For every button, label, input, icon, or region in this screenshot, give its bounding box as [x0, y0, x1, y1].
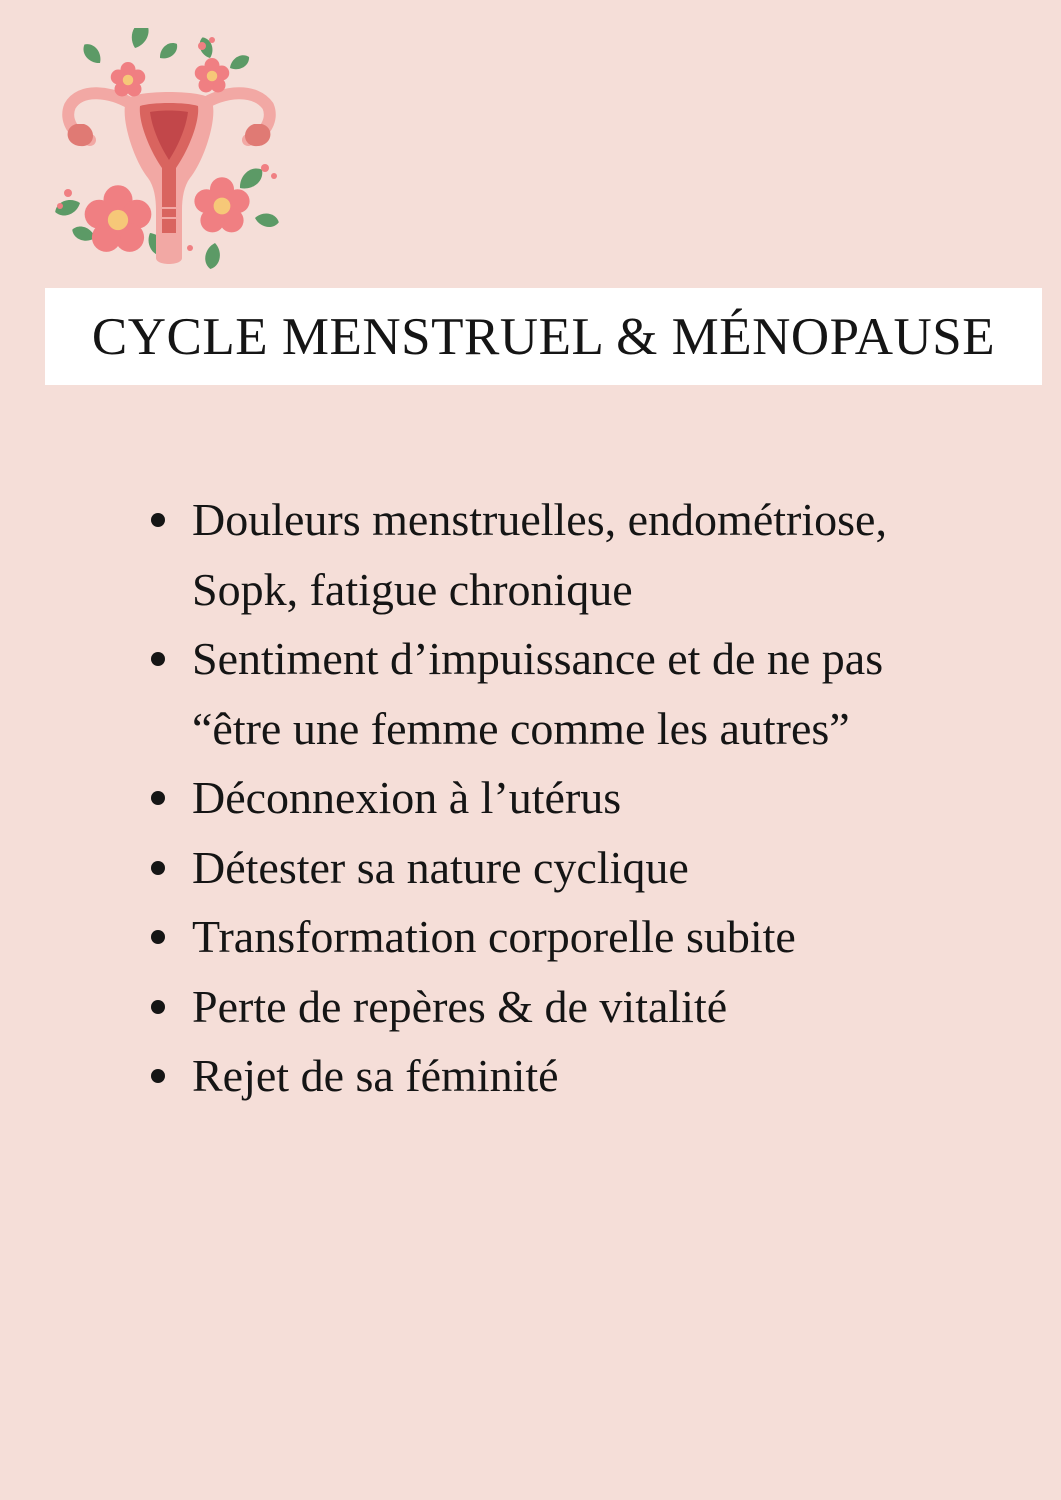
bullet-icon [151, 791, 165, 805]
bullet-icon [151, 513, 165, 527]
page-title: CYCLE MENSTRUEL & MÉNOPAUSE [91, 307, 996, 366]
list-item-text: Transformation corporelle subite [192, 911, 796, 962]
title-banner [45, 288, 1042, 385]
list-item-text: Perte de repères & de vitalité [192, 980, 728, 1032]
bullet-icon [151, 930, 165, 944]
symptom-list [142, 485, 972, 1111]
list-item [142, 763, 972, 833]
list-item [142, 833, 972, 903]
list-item [142, 624, 972, 763]
bullet-icon [151, 652, 165, 666]
list-item-text: Rejet de sa féminité [192, 1050, 559, 1101]
list-item [142, 485, 972, 624]
bullet-icon [151, 1069, 165, 1083]
bullet-icon [151, 861, 165, 875]
list-item-text: Détester sa nature cyclique [192, 841, 689, 893]
list-item [142, 902, 972, 972]
list-item-text: Déconnexion à l’utérus [192, 772, 622, 823]
list-item [142, 1041, 972, 1111]
list-item [142, 972, 972, 1042]
list-item-text: Sentiment d’impuissance et de ne pas “être une femme comme les autres” [192, 633, 884, 754]
list-item-text: Douleurs menstruelles, endométriose, Sopk, fatigue chronique [192, 494, 887, 615]
bullet-icon [151, 1000, 165, 1014]
uterus-with-flowers-icon [40, 28, 300, 273]
